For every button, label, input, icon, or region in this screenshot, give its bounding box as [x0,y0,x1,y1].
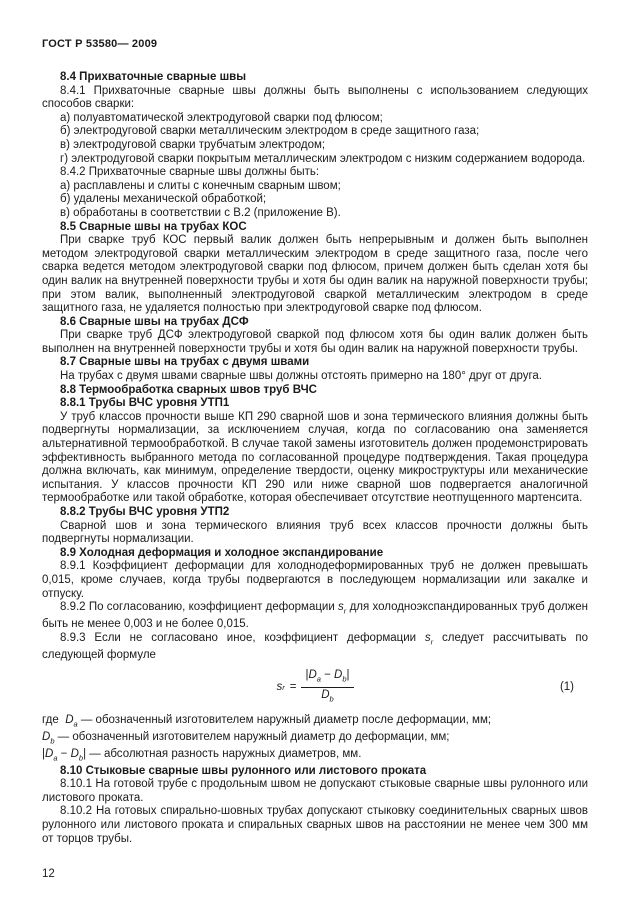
paragraph: а) расплавлены и слиты с конечным сварным швом; [60,179,341,192]
paragraph: 8.4.1 Прихваточные сварные швы должны быть выполнены с использованием следующих способов сварки: [42,84,588,111]
text-run: — обозначенный изготовителем наружный диаметр до деформации, мм; [54,730,450,743]
text-run: D [334,669,343,682]
subscript: a [53,752,58,762]
text-run: 8.9.3 Если не согласовано иное, коэффициент деформации [60,631,425,644]
section-heading: 8.9 Холодная деформация и холодное экспандирование [60,546,384,559]
text-run: s [276,680,283,693]
subscript: a [73,719,78,729]
paragraph: При сварке труб ДСФ электродуговой сваркой под флюсом хотя бы один валик должен быть выполнен на внутренней поверхности трубы и хотя бы один валик на наружной поверхности трубы. [42,329,588,355]
subscript: r [282,682,285,692]
paragraph: б) удалены механической обработкой; [60,193,267,206]
subscript: b [78,752,84,762]
text-run: для холодноэкспандированных труб должен быть не менее 0,003 и не более 0,015. [42,601,588,631]
paragraph [42,748,588,765]
section-heading: 8.10 Стыковые сварные швы рулонного или листового проката [60,764,427,777]
paragraph: 8.4.2 Прихваточные сварные швы должны быть: [60,166,320,179]
text-run: 8.9.2 По согласованию, коэффициент деформации [60,601,339,614]
text-run: D [65,713,74,726]
text-run: | — абсолютная разность наружных диаметров, мм. [83,747,362,760]
section-heading: 8.6 Сварные швы на трубах ДСФ [60,315,249,328]
formula [276,669,353,706]
paragraph: в) обработаны в соответствии с В.2 (приложение В). [60,206,341,219]
paragraph [42,601,588,631]
section-heading: 8.5 Сварные швы на трубах КОС [60,220,247,233]
section-heading: 8.7 Сварные швы на трубах с двумя швами [60,356,310,369]
text-run: s [338,601,344,614]
document-header: ГОСТ Р 53580— 2009 [42,38,158,50]
subscript: a [316,674,321,684]
paragraph [42,714,588,731]
text-run: D [42,730,51,743]
text-run: D [308,669,317,682]
paragraph: У труб классов прочности выше КП 290 сварной шов и зона термического влияния должны быть подвергнуты нормализации, за исключением случая, когда по согласованию она заменяется альтернативной термообработкой. В случае такой замены изготовитель должен продемонстрировать эффективность выбранного метода по согласованной процедуре подтверждения. Такая процедура должна включать, как минимум, определение твердости, оценку микроструктуры или механические испытания. У классов прочности КП 290 или ниже сварной шов подвергается аналогичной термообработке или такой обработке, которая обеспечивает отсутствие неотпущенного мартенсита. [42,410,588,505]
section-heading: 8.8 Термообработка сварных швов труб ВЧС [60,383,317,396]
text-run: — обозначенный изготовителем наружный диаметр после деформации, мм; [77,713,492,726]
paragraph: 8.10.1 На готовой трубе с продольным швом не допускают стыковые сварные швы рулонного или листового проката. [42,778,588,804]
page-number: 12 [42,868,55,880]
text-run: | [346,669,350,682]
fraction [301,669,353,706]
subscript: r [430,636,434,646]
text-run: D [45,747,54,760]
text-run: = [289,680,297,693]
fraction-numerator [301,669,353,688]
text-run: D [70,747,79,760]
text-run: | [42,747,45,760]
section-heading: 8.4 Прихваточные сварные швы [60,71,247,83]
subscript: b [342,674,347,684]
paragraph [42,731,588,748]
document-content [42,71,588,846]
text-run: s [424,631,431,644]
text-run: | [305,669,309,682]
section-heading: 8.8.2 Трубы ВЧС уровня УТП2 [60,506,230,518]
paragraph: в) электродуговой сварки трубчатым электродом; [60,138,326,151]
paragraph: При сварке труб КОС первый валик должен быть непрерывным и должен быть выполнен методом электродуговой сварки металлическим электродом в среде защитного газа, после чего сварка ведется методом электродуговой сварки под флюсом, причем должен быть сделан хотя бы один валик на внутренней поверхности трубы и хотя бы один валик на наружной поверхности трубы; при этом валик, выполненный электродуговой сваркой металлическим электродом в среде защитного газа, не удаляется полностью при электродуговой сварке под флюсом. [42,234,588,315]
text-run: D [321,689,330,702]
text-run: следует рассчитывать по следующей формуле [42,631,588,661]
paragraph [42,632,588,662]
paragraph: 8.9.1 Коэффициент деформации для холоднодеформированных труб не должен превышать 0,015, кроме случаев, когда трубы подвергаются в последующем нормализации или закалке и отпуску. [42,560,588,600]
text-run: − [320,669,335,682]
paragraph: г) электродуговой сварки покрытым металлическим электродом с низким содержанием водорода. [60,152,586,165]
section-heading: 8.8.1 Трубы ВЧС уровня УТП1 [60,397,230,410]
subscript: r [343,606,347,616]
paragraph: б) электродуговой сварки металлическим электродом в среде защитного газа; [60,125,480,138]
paragraph: Сварной шов и зона термического влияния труб всех классов прочности должны быть подвергнуты нормализации. [42,519,588,546]
paragraph: 8.10.2 На готовых спирально-шовных трубах допускают стыковку соединительных сварных швов рулонного или листового проката и спиральных сварных швов на расстоянии не менее чем 300 мм от торцов трубы. [42,805,588,845]
paragraph: На трубах с двумя швами сварные швы должны отстоять примерно на 180° друг от друга. [60,370,542,383]
subscript: b [329,694,334,704]
formula-number: (1) [559,680,574,693]
paragraph: а) полуавтоматической электродуговой сварки под флюсом; [60,111,383,124]
text-run: где [42,713,66,726]
formula-block [42,669,588,706]
fraction-denominator [321,688,333,706]
text-run: − [57,747,71,760]
subscript: b [50,736,55,746]
